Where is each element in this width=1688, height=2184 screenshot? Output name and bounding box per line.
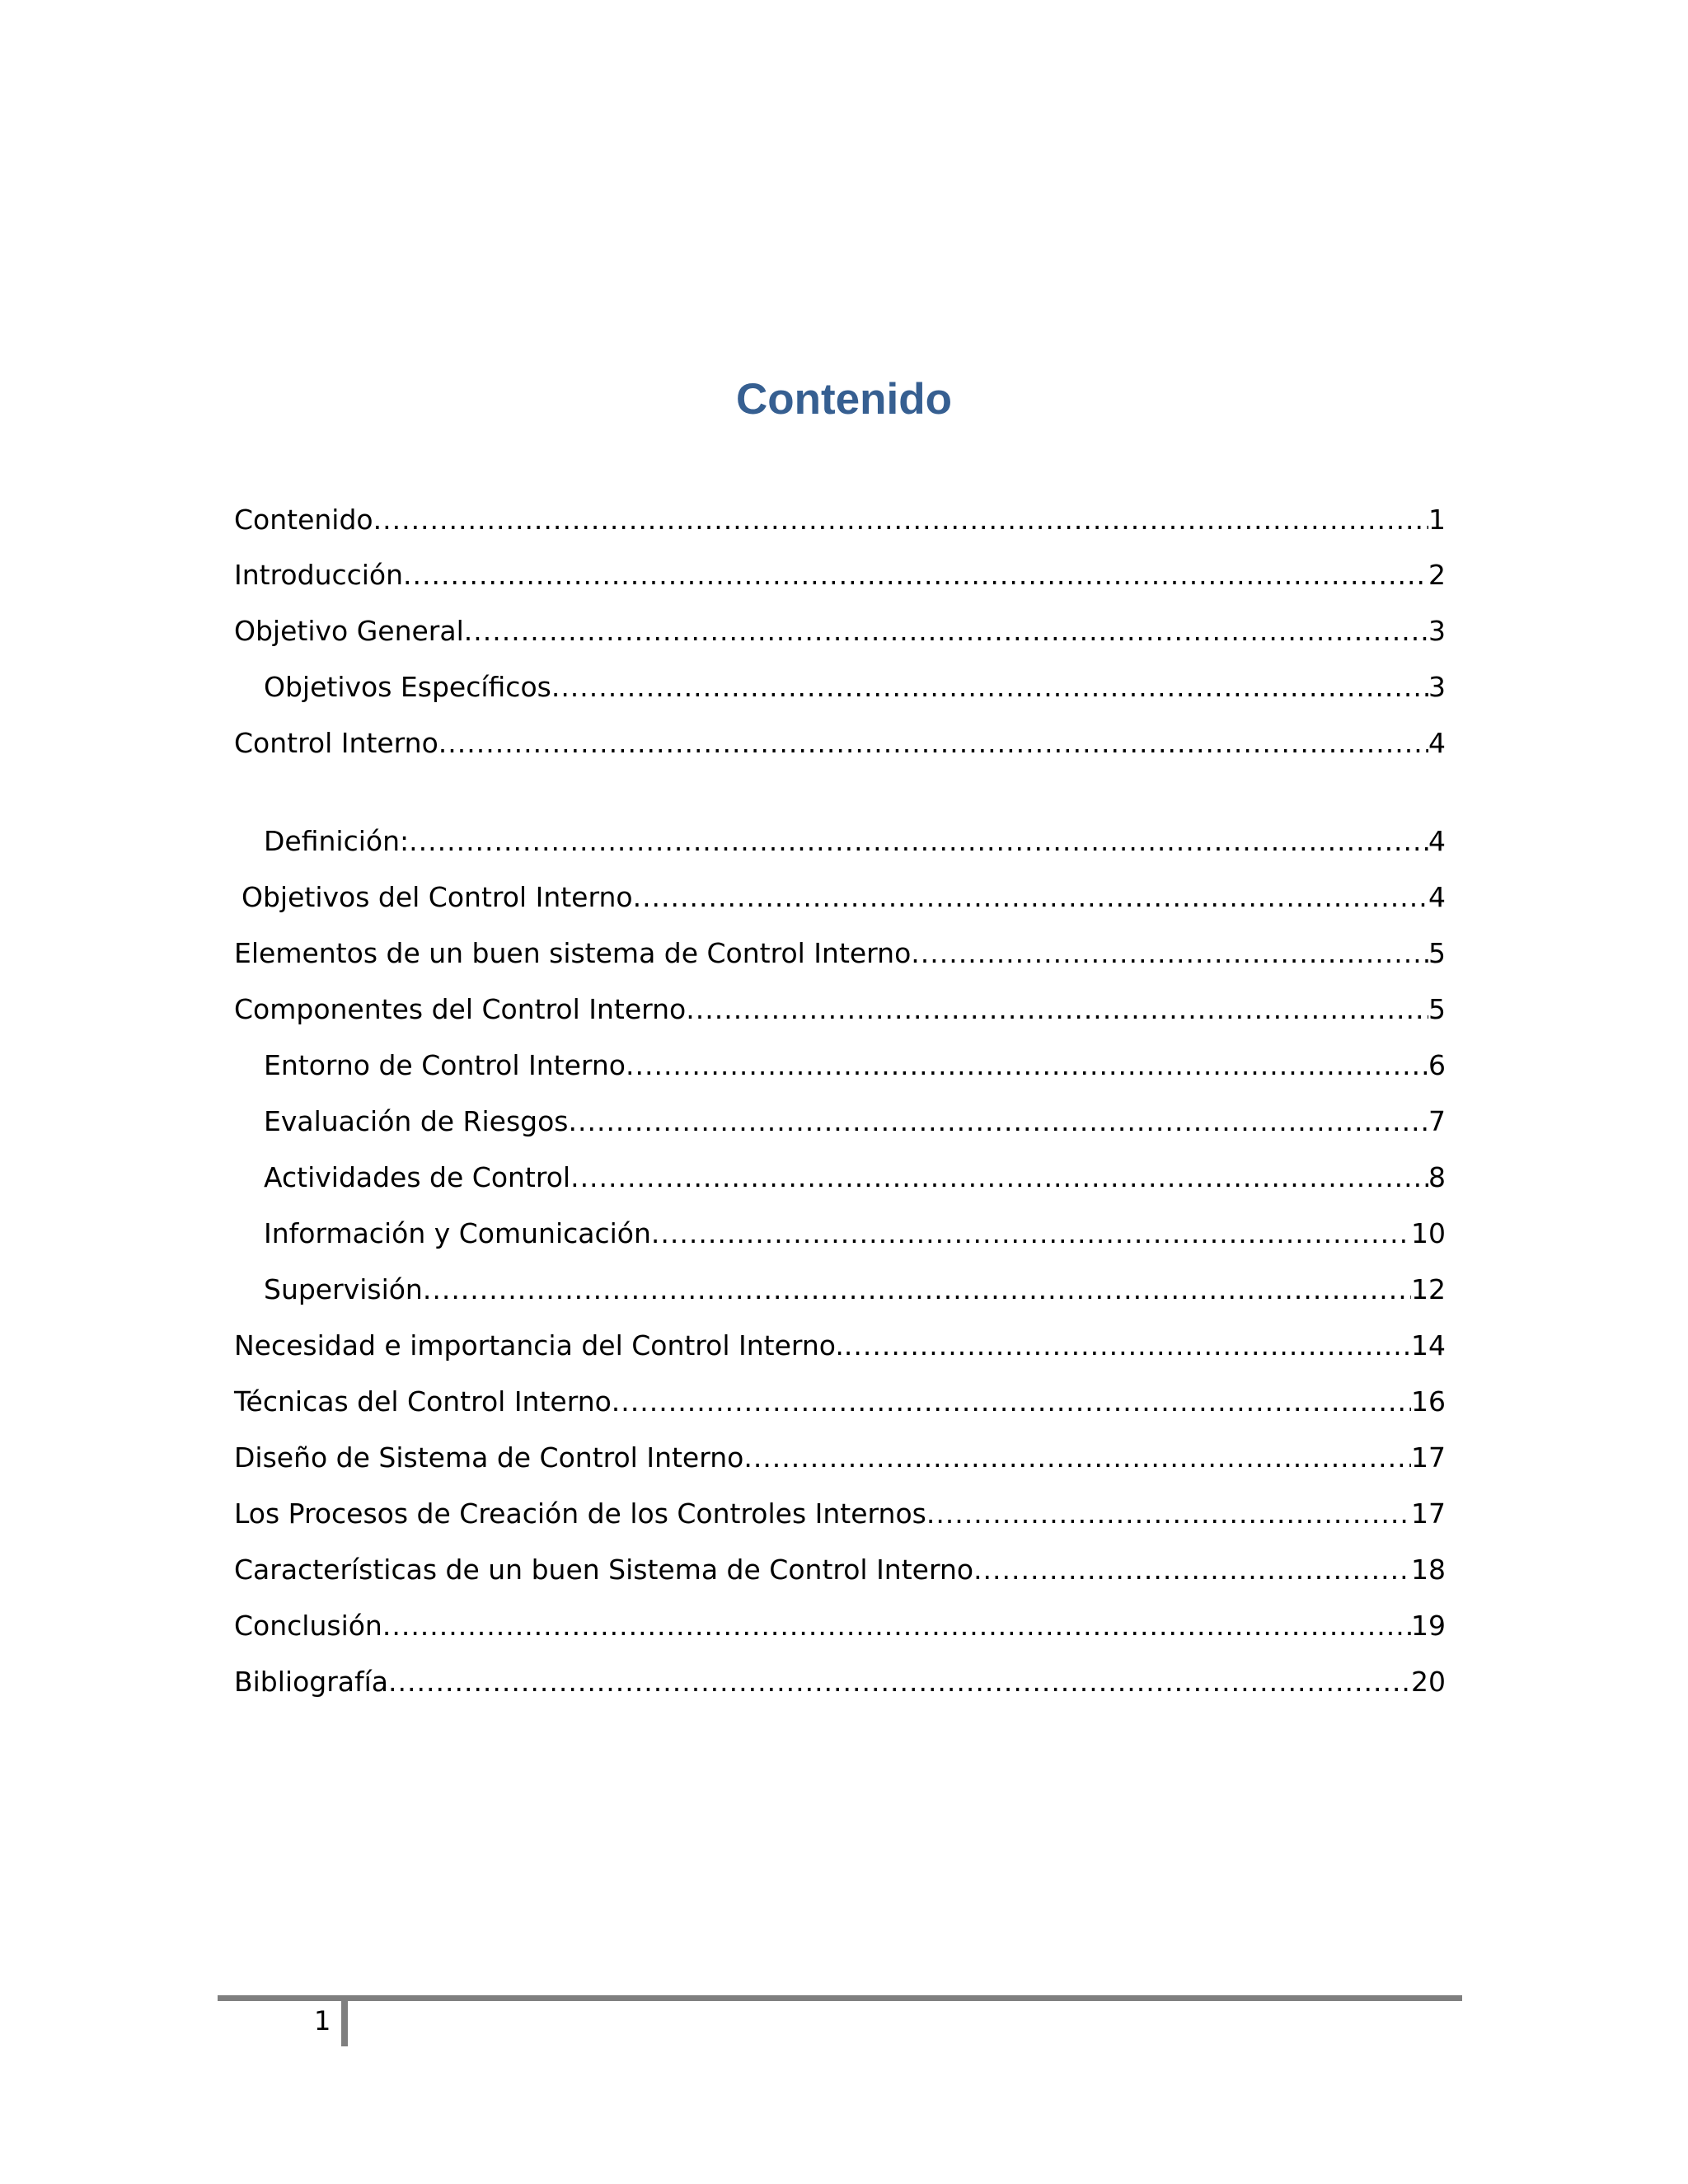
toc-entry-label: Información y Comunicación xyxy=(264,1217,651,1249)
toc-dot-leader xyxy=(651,1214,1411,1254)
toc-dot-leader xyxy=(973,1550,1411,1590)
toc-entry-tecnicas-control-interno[interactable] xyxy=(234,1382,1446,1422)
toc-entry-label: Conclusión xyxy=(234,1610,382,1642)
toc-entry-entorno-control-interno[interactable] xyxy=(234,1046,1446,1085)
toc-entry-page: 1 xyxy=(1428,504,1446,536)
toc-dot-leader xyxy=(464,612,1428,651)
toc-entry-page: 12 xyxy=(1411,1273,1446,1305)
toc-dot-leader xyxy=(551,668,1428,707)
toc-dot-leader xyxy=(612,1382,1411,1422)
toc-entry-page: 20 xyxy=(1411,1666,1446,1698)
toc-entry-page: 7 xyxy=(1428,1105,1446,1137)
toc-entry-page: 16 xyxy=(1411,1385,1446,1418)
toc-dot-leader xyxy=(568,1102,1428,1141)
toc-dot-leader xyxy=(388,1662,1411,1702)
toc-entry-label: Elementos de un buen sistema de Control Interno xyxy=(234,937,912,969)
toc-entry-informacion-comunicacion[interactable] xyxy=(234,1214,1446,1254)
toc-entry-page: 3 xyxy=(1428,671,1446,703)
toc-entry-label: Objetivo General xyxy=(234,615,464,647)
toc-entry-bibliografia[interactable] xyxy=(234,1662,1446,1702)
toc-entry-label: Objetivos del Control Interno xyxy=(241,881,633,913)
toc-entry-label: Bibliografía xyxy=(234,1666,389,1698)
page-title: Contenido xyxy=(736,375,952,424)
toc-entry-conclusion[interactable] xyxy=(234,1606,1446,1646)
toc-entry-necesidad-importancia[interactable] xyxy=(234,1326,1446,1366)
toc-entry-page: 19 xyxy=(1411,1610,1446,1642)
toc-entry-page: 4 xyxy=(1428,881,1446,913)
toc-dot-leader xyxy=(570,1158,1428,1197)
toc-entry-page: 8 xyxy=(1428,1161,1446,1193)
toc-entry-objetivos-especificos[interactable] xyxy=(234,668,1446,707)
toc-entry-label: Actividades de Control xyxy=(264,1161,571,1193)
toc-entry-page: 10 xyxy=(1411,1217,1446,1249)
toc-dot-leader xyxy=(911,934,1428,973)
toc-entry-page: 18 xyxy=(1411,1554,1446,1586)
toc-entry-elementos-buen-sistema[interactable] xyxy=(234,934,1446,973)
toc-entry-label: Componentes del Control Interno xyxy=(234,993,687,1025)
toc-entry-label: Contenido xyxy=(234,504,373,536)
toc-entry-definicion[interactable] xyxy=(234,822,1446,861)
toc-entry-objetivos-control-interno[interactable] xyxy=(234,878,1446,917)
toc-entry-componentes-control-interno[interactable] xyxy=(234,990,1446,1029)
toc-dot-leader xyxy=(382,1606,1411,1646)
toc-dot-leader xyxy=(438,724,1428,763)
toc-entry-label: Diseño de Sistema de Control Interno xyxy=(234,1441,744,1474)
toc-entry-label: Objetivos Específicos xyxy=(264,671,551,703)
toc-entry-label: Entorno de Control Interno xyxy=(264,1049,626,1081)
toc-entry-page: 5 xyxy=(1428,993,1446,1025)
toc-entry-label: Supervisión xyxy=(264,1273,423,1305)
toc-entry-objetivo-general[interactable] xyxy=(234,612,1446,651)
toc-entry-page: 17 xyxy=(1411,1497,1446,1530)
toc-entry-label: Características de un buen Sistema de Control Interno xyxy=(234,1554,974,1586)
toc-entry-label: Control Interno xyxy=(234,727,438,759)
toc-entry-page: 4 xyxy=(1428,825,1446,857)
toc-dot-leader xyxy=(633,878,1428,917)
toc-entry-caracteristicas[interactable] xyxy=(234,1550,1446,1590)
toc-entry-label: Evaluación de Riesgos xyxy=(264,1105,569,1137)
toc-entry-label: Técnicas del Control Interno xyxy=(234,1385,612,1418)
toc-entry-page: 6 xyxy=(1428,1049,1446,1081)
toc-entry-page: 4 xyxy=(1428,727,1446,759)
toc-entry-page: 2 xyxy=(1428,559,1446,591)
toc-entry-actividades-control[interactable] xyxy=(234,1158,1446,1197)
toc-dot-leader xyxy=(373,500,1428,540)
toc-entry-evaluacion-riesgos[interactable] xyxy=(234,1102,1446,1141)
toc-dot-leader xyxy=(423,1270,1411,1310)
toc-entry-page: 5 xyxy=(1428,937,1446,969)
toc-entry-contenido[interactable] xyxy=(234,500,1446,540)
toc-entry-label: Los Procesos de Creación de los Controles Internos xyxy=(234,1497,926,1530)
toc-entry-diseno-sistema[interactable] xyxy=(234,1438,1446,1478)
toc-entry-introduccion[interactable] xyxy=(234,555,1446,595)
toc-dot-leader xyxy=(844,1326,1411,1366)
toc-entry-procesos-creacion[interactable] xyxy=(234,1494,1446,1534)
toc-dot-leader xyxy=(743,1438,1411,1478)
toc-entry-page: 3 xyxy=(1428,615,1446,647)
toc-entry-label: Introducción xyxy=(234,559,404,591)
toc-entry-supervision[interactable] xyxy=(234,1270,1446,1310)
toc-dot-leader xyxy=(686,990,1428,1029)
footer-vertical-bar xyxy=(341,1995,348,2046)
toc-entry-page: 14 xyxy=(1411,1329,1446,1361)
toc-entry-label: Definición: xyxy=(264,825,410,857)
toc-entry-label: Necesidad e importancia del Control Interno. xyxy=(234,1329,844,1361)
footer-page-number: 1 xyxy=(314,2005,331,2036)
toc-dot-leader xyxy=(403,555,1428,595)
toc-dot-leader xyxy=(626,1046,1428,1085)
toc-dot-leader xyxy=(926,1494,1411,1534)
toc-entry-page: 17 xyxy=(1411,1441,1446,1474)
toc-dot-leader xyxy=(409,822,1428,861)
toc-entry-control-interno[interactable] xyxy=(234,724,1446,763)
footer-rule xyxy=(218,1995,1462,2001)
